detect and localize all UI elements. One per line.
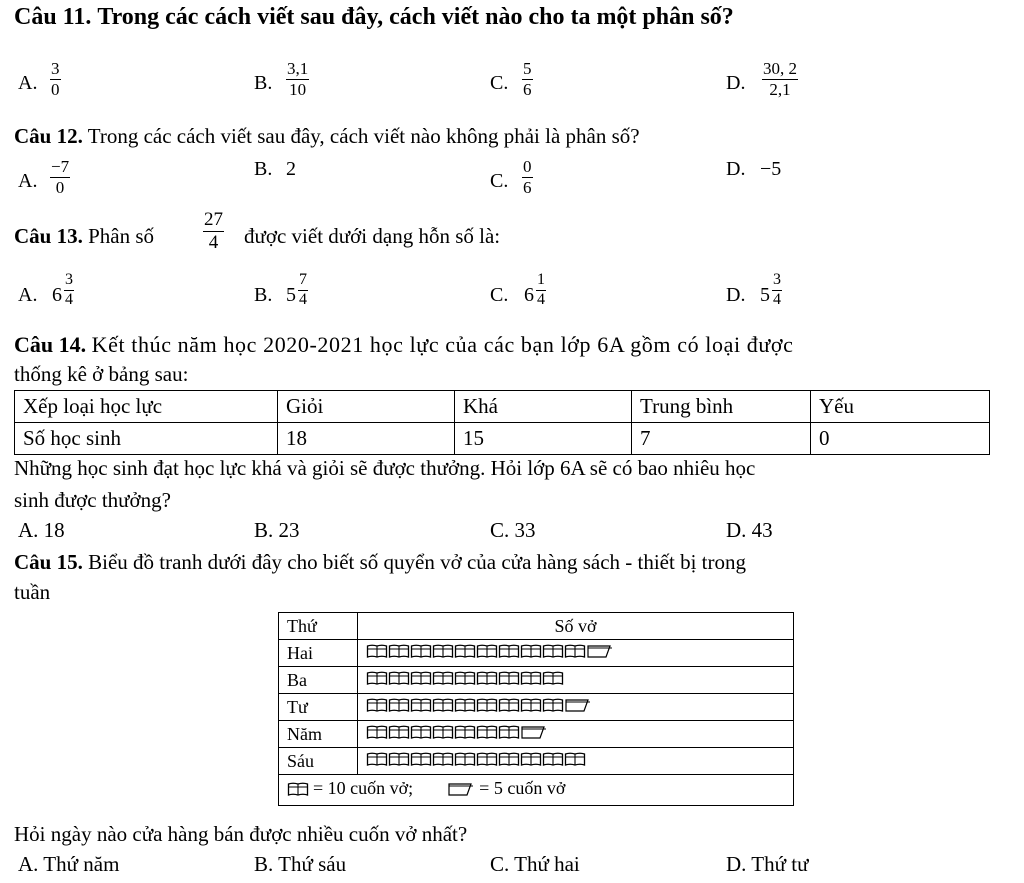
q12-label: Câu 12.: [14, 124, 83, 148]
pictograph-row: [279, 667, 794, 694]
q13-label: Câu 13.: [14, 224, 83, 248]
q11-option-b-letter[interactable]: B.: [254, 72, 273, 94]
book-icon: [410, 751, 432, 767]
book-icon: [388, 643, 410, 659]
q13-option-a-letter[interactable]: A.: [18, 284, 38, 306]
book-icon: [498, 697, 520, 713]
table-cell: Trung bình: [632, 391, 811, 423]
q15-heading: [14, 550, 746, 575]
q13-text-before: Phân số: [88, 224, 155, 248]
q11-option-c-fraction: 5 6: [523, 59, 532, 99]
pictograph-header-row: [279, 613, 794, 640]
q15-pictograph-table: [278, 612, 794, 806]
q14-option-c[interactable]: C. 33: [490, 518, 536, 542]
book-icon: [410, 643, 432, 659]
book-icon: [454, 643, 476, 659]
book-icon: [410, 697, 432, 713]
q11-option-a-letter[interactable]: A.: [18, 72, 38, 94]
book-icon: [432, 724, 454, 740]
q13-option-b-fraction: 7 4: [299, 271, 307, 308]
book-icon: [287, 781, 309, 797]
pictograph-day: Ba: [279, 667, 358, 694]
book-icon: [366, 643, 388, 659]
pictograph-icons-cell: [358, 667, 794, 694]
q12-option-d-letter[interactable]: D.: [726, 158, 746, 180]
q13-option-b-whole: 5: [286, 284, 296, 306]
q13-option-c-fraction: 1 4: [537, 271, 545, 308]
book-icon: [476, 643, 498, 659]
q15-option-b[interactable]: B. Thứ sáu: [254, 852, 347, 876]
table-cell: Giỏi: [278, 391, 455, 423]
q11-text: Trong các cách viết sau đây, cách viết nào cho ta một phân số?: [97, 4, 734, 30]
half-book-icon: [564, 697, 592, 713]
q12-option-a-fraction: −7 0: [51, 157, 70, 197]
q15-option-d[interactable]: D. Thứ tư: [726, 852, 809, 876]
book-icon: [432, 643, 454, 659]
q13-option-a-whole: 6: [52, 284, 62, 306]
book-icon: [476, 697, 498, 713]
table-cell: Khá: [455, 391, 632, 423]
q13-option-d-whole: 5: [760, 284, 770, 306]
q14-option-b[interactable]: B. 23: [254, 518, 300, 542]
q11-option-a-fraction: 3 0: [51, 59, 60, 99]
pictograph-icons-cell: [358, 721, 794, 748]
table-cell: 7: [632, 423, 811, 455]
book-icon: [388, 724, 410, 740]
q12-option-d-value: −5: [760, 158, 782, 180]
book-icon: [410, 670, 432, 686]
book-icon: [366, 670, 388, 686]
q12-option-a-letter[interactable]: A.: [18, 170, 38, 192]
legend-full-text: = 10 cuốn vở;: [313, 778, 414, 799]
pictograph-row: [279, 721, 794, 748]
table-row: [15, 423, 990, 455]
table-cell: 15: [455, 423, 632, 455]
book-icon: [520, 697, 542, 713]
book-icon: [388, 697, 410, 713]
table-cell: 18: [278, 423, 455, 455]
book-icon: [498, 670, 520, 686]
q14-after-line1: Những học sinh đạt học lực khá và giỏi sẽ được thưởng. Hỏi lớp 6A sẽ có bao nhiêu học: [14, 456, 756, 480]
q13-option-d-fraction: 3 4: [773, 271, 781, 308]
q11-label: Câu 11.: [14, 4, 92, 30]
q13-option-b-letter[interactable]: B.: [254, 284, 273, 306]
q11-option-d-fraction: 30, 2 2,1: [763, 59, 797, 99]
book-icon: [432, 697, 454, 713]
q14-label: Câu 14.: [14, 332, 87, 357]
book-icon: [498, 751, 520, 767]
pictograph-icons-cell: [358, 748, 794, 775]
q13-option-c-letter[interactable]: C.: [490, 284, 509, 306]
q15-text-line2: tuần: [14, 580, 51, 604]
table-cell: Yếu: [811, 391, 990, 423]
q14-grades-table: [14, 390, 990, 455]
book-icon: [542, 643, 564, 659]
q11-option-d-letter[interactable]: D.: [726, 72, 746, 94]
book-icon: [432, 751, 454, 767]
table-header-row: [15, 391, 990, 423]
book-icon: [432, 670, 454, 686]
book-icon: [542, 751, 564, 767]
book-icon: [476, 670, 498, 686]
table-cell: Xếp loại học lực: [15, 391, 278, 423]
q15-question: Hỏi ngày nào cửa hàng bán được nhiều cuốn vở nhất?: [14, 822, 468, 846]
q14-heading: [14, 332, 794, 358]
book-icon: [476, 724, 498, 740]
book-icon: [498, 724, 520, 740]
book-icon: [388, 670, 410, 686]
book-icon: [454, 670, 476, 686]
pictograph-day: Năm: [279, 721, 358, 748]
legend-half-text: = 5 cuốn vở: [479, 778, 566, 799]
q13-text-after: được viết dưới dạng hỗn số là:: [244, 224, 501, 248]
half-book-icon: [520, 724, 548, 740]
book-icon: [454, 724, 476, 740]
q14-after-line2: sinh được thưởng?: [14, 488, 171, 512]
book-icon: [476, 751, 498, 767]
book-icon: [520, 670, 542, 686]
q13-option-a-fraction: 3 4: [65, 271, 73, 308]
pictograph-row: [279, 640, 794, 667]
q13-fraction: 27 4: [204, 209, 223, 253]
book-icon: [366, 751, 388, 767]
pictograph-day: Sáu: [279, 748, 358, 775]
pictograph-row: [279, 694, 794, 721]
book-icon: [454, 751, 476, 767]
book-icon: [520, 751, 542, 767]
table-cell: 0: [811, 423, 990, 455]
q12-text: Trong các cách viết sau đây, cách viết nào không phải là phân số?: [87, 124, 640, 148]
q13-option-c-whole: 6: [524, 284, 534, 306]
q15-label: Câu 15.: [14, 550, 83, 574]
q15-option-c[interactable]: C. Thứ hai: [490, 852, 580, 876]
book-icon: [564, 751, 586, 767]
pictograph-books-header: Số vở: [358, 613, 794, 640]
q11-heading: [14, 4, 734, 31]
q11-option-b-fraction: 3,1 10: [287, 59, 309, 99]
book-icon: [410, 724, 432, 740]
pictograph-legend: [279, 775, 794, 806]
pictograph-icons-cell: [358, 694, 794, 721]
book-icon: [366, 724, 388, 740]
q15-option-a[interactable]: A. Thứ năm: [18, 852, 120, 876]
q12-option-c-letter[interactable]: C.: [490, 170, 509, 192]
book-icon: [542, 697, 564, 713]
pictograph-legend-row: [279, 775, 794, 806]
q12-option-b-value: 2: [286, 158, 296, 180]
book-icon: [542, 670, 564, 686]
book-icon: [388, 751, 410, 767]
q11-option-c-letter[interactable]: C.: [490, 72, 509, 94]
book-icon: [366, 697, 388, 713]
pictograph-icons-cell: [358, 640, 794, 667]
q14-text-line1: Kết thúc năm học 2020-2021 học lực của các bạn lớp 6A gồm có loại được: [91, 332, 794, 357]
pictograph-day-header: Thứ: [279, 613, 358, 640]
book-icon: [520, 643, 542, 659]
q15-text-line1: Biểu đồ tranh dưới đây cho biết số quyển vở của cửa hàng sách - thiết bị trong: [88, 550, 746, 574]
table-cell: Số học sinh: [15, 423, 278, 455]
q12-heading: [14, 124, 640, 149]
q14-text-line2: thống kê ở bảng sau:: [14, 362, 189, 386]
half-book-icon: [447, 781, 475, 797]
q14-option-d[interactable]: D. 43: [726, 518, 773, 542]
q13-option-d-letter[interactable]: D.: [726, 284, 746, 306]
q14-option-a[interactable]: A. 18: [18, 518, 65, 542]
book-icon: [564, 643, 586, 659]
half-book-icon: [586, 643, 614, 659]
q12-option-b-letter[interactable]: B.: [254, 158, 273, 180]
book-icon: [454, 697, 476, 713]
pictograph-day: Tư: [279, 694, 358, 721]
q12-option-c-fraction: 0 6: [523, 157, 532, 197]
pictograph-row: [279, 748, 794, 775]
pictograph-day: Hai: [279, 640, 358, 667]
book-icon: [498, 643, 520, 659]
